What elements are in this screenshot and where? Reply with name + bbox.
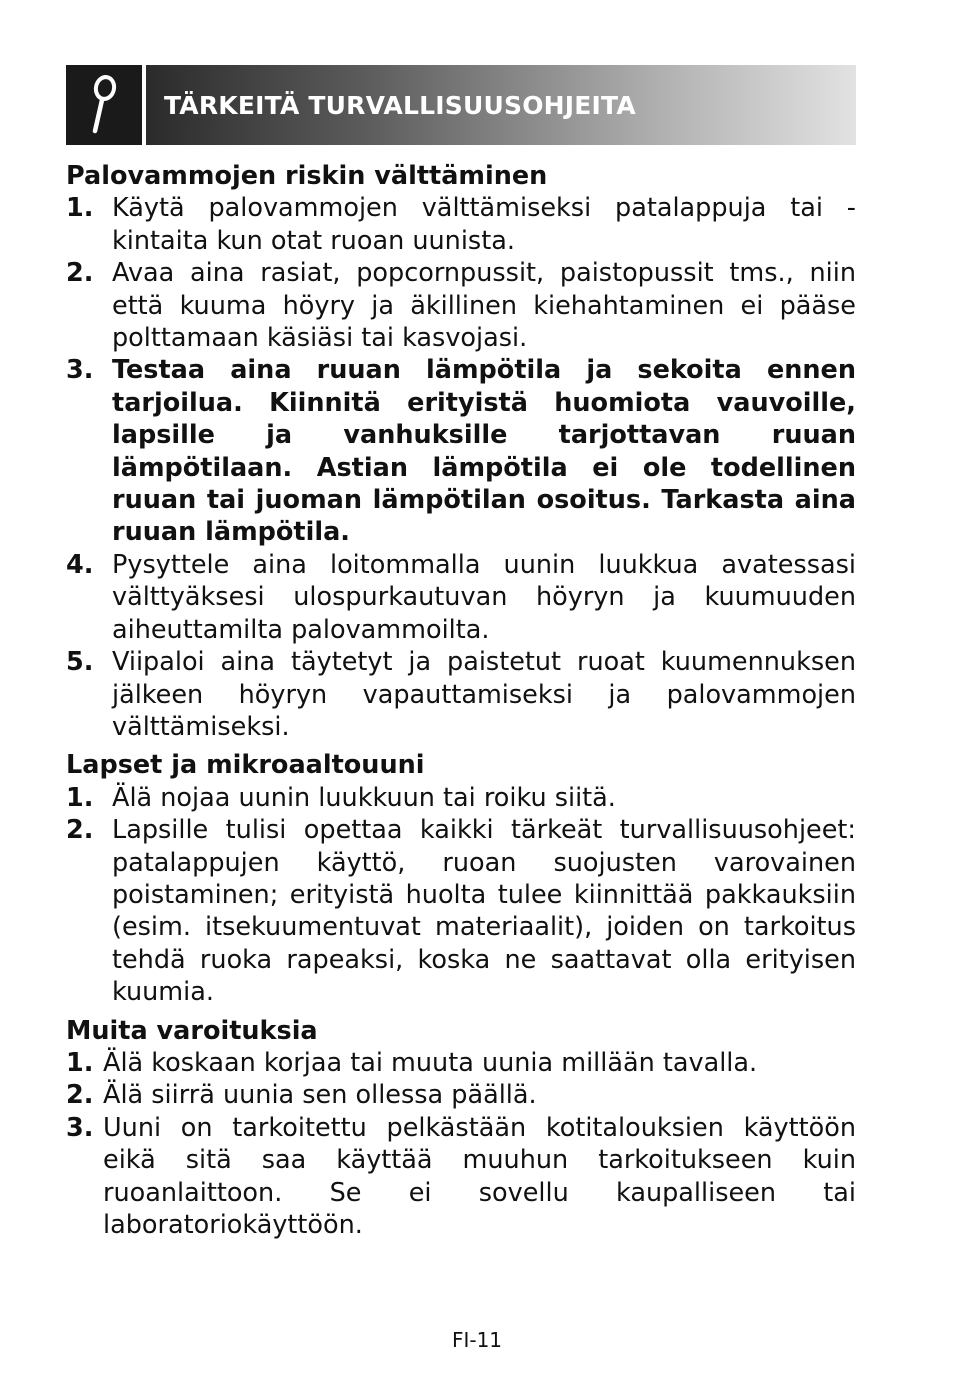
item-number: 1. <box>66 1047 94 1078</box>
section-header <box>66 65 856 145</box>
item-text: Avaa aina rasiat, popcornpussit, paistopussit tms., niin että kuuma höyry ja äkillinen kiehahtaminen ei pääse polttamaan käsiäsi tai kasvojasi. <box>112 258 856 354</box>
list-item <box>66 1079 856 1111</box>
item-number: 3. <box>66 355 94 386</box>
section-title-children: Lapset ja mikroaaltouuni <box>66 750 425 781</box>
item-number: 5. <box>66 647 94 678</box>
item-number: 1. <box>66 193 94 224</box>
page-number: FI-11 <box>451 1328 503 1352</box>
section-title-burns: Palovammojen riskin välttäminen <box>66 161 548 191</box>
page-title: TÄRKEITÄ TURVALLISUUSOHJEITA <box>164 90 636 120</box>
icon-box <box>66 65 142 145</box>
item-text: Lapsille tulisi opettaa kaikki tärkeät turvallisuusohjeet: patalappujen käyttö, ruoan suojusten varovainen poistaminen; erityistä huolta tulee kiinnittää pakkauksiin (esim. itsekuumentuvat materiaalit), joiden on tarkoitus tehdä ruoka rapeaksi, koska ne saattavat olla erityisen kuumia. <box>112 815 856 1008</box>
item-text: Uuni on tarkoitettu pelkästään kotitalouksien käyttöön eikä sitä saa käyttää muuhun tarkoitukseen kuin ruoanlaittoon. Se ei sovellu kaupalliseen tai laboratoriokäyttöön. <box>103 1112 856 1240</box>
section-title-other-warnings: Muita varoituksia <box>66 1015 318 1046</box>
burns-list <box>66 192 856 743</box>
list-item <box>66 354 856 548</box>
item-number: 2. <box>66 815 94 846</box>
item-text: Älä siirrä uunia sen ollessa päällä. <box>103 1080 537 1111</box>
item-text: Älä nojaa uunin luukkuun tai roiku siitä. <box>112 782 616 813</box>
list-item <box>66 192 856 257</box>
item-number: 2. <box>66 1080 94 1111</box>
item-number: 4. <box>66 549 94 580</box>
item-text: Älä koskaan korjaa tai muuta uunia millään tavalla. <box>103 1047 758 1078</box>
other-warnings-list <box>66 1047 856 1241</box>
list-item <box>66 1112 856 1242</box>
main-content <box>66 160 856 1241</box>
info-pen-icon <box>84 73 124 137</box>
list-item <box>66 1047 856 1079</box>
item-text: Viipaloi aina täytetyt ja paistetut ruoat kuumennuksen jälkeen höyryn vapauttamiseksi ja palovammojen välttämiseksi. <box>112 647 856 742</box>
children-list <box>66 782 856 1009</box>
item-text: Käytä palovammojen välttämiseksi patalappuja tai -kintaita kun otat ruoan uunista. <box>112 193 856 256</box>
list-item <box>66 814 856 1008</box>
list-item <box>66 257 856 354</box>
item-text: Pysyttele aina loitommalla uunin luukkua avatessasi välttyäksesi ulospurkautuvan höyryn ja kuumuuden aiheuttamilta palovammoilta. <box>112 549 856 645</box>
item-number: 2. <box>66 258 94 289</box>
header-banner <box>146 65 856 145</box>
item-text-emphasized: Testaa aina ruuan lämpötila ja sekoita ennen tarjoilua. Kiinnitä erityistä huomiota vauvoille, lapsille ja vanhuksille tarjottavan ruuan lämpötilaan. Astian lämpötila ei ole todellinen ruuan tai juoman lämpötilan osoitus. Tarkasta aina ruuan lämpötila. <box>112 355 856 548</box>
list-item <box>66 646 856 743</box>
item-number: 3. <box>66 1112 94 1143</box>
list-item <box>66 782 856 814</box>
item-number: 1. <box>66 782 94 813</box>
list-item <box>66 549 856 646</box>
